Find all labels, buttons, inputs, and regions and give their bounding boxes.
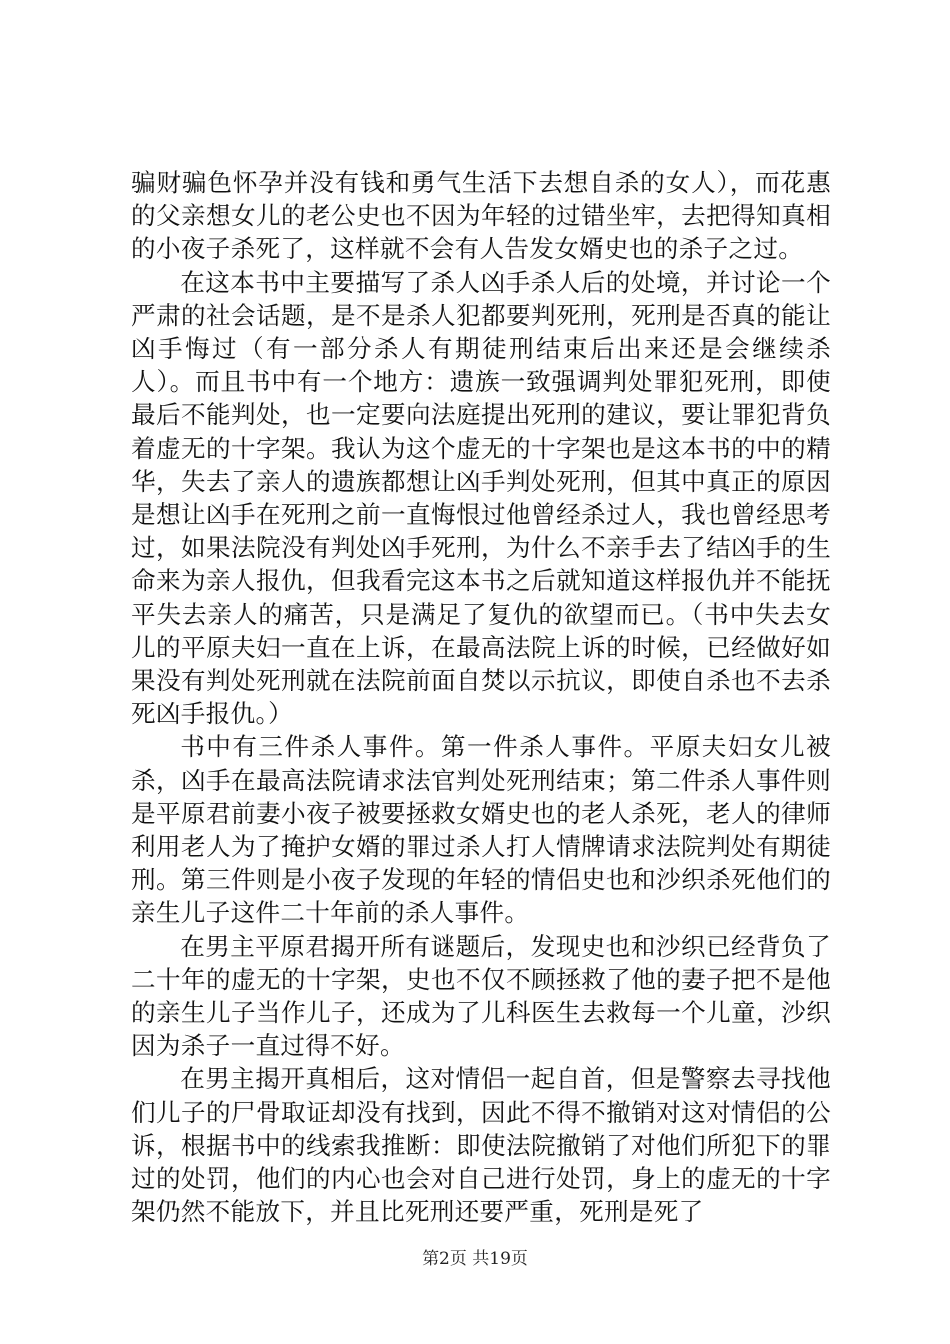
document-body	[131, 166, 831, 1229]
paragraph-continuation: 骗财骗色怀孕并没有钱和勇气生活下去想自杀的女人），而花惠的父亲想女儿的老公史也不因为年轻的过错坐牢，去把得知真相的小夜子杀死了，这样就不会有人告发女婿史也的杀子之过。	[131, 168, 831, 264]
paragraph: 书中有三件杀人事件。第一件杀人事件。平原夫妇女儿被杀，凶手在最高法院请求法官判处死刑结束；第二件杀人事件则是平原君前妻小夜子被要拯救女婿史也的老人杀死，老人的律师利用老人为了掩护女婿的罪过杀人打人情牌请求法院判处有期徒刑。第三件则是小夜子发现的年轻的情侣史也和沙织杀死他们的亲生儿子这件二十年前的杀人事件。	[131, 732, 831, 928]
paragraph: 在男主平原君揭开所有谜题后，发现史也和沙织已经背负了二十年的虚无的十字架，史也不仅不顾拯救了他的妻子把不是他的亲生儿子当作儿子，还成为了儿科医生去救每一个儿童，沙织因为杀子一直过得不好。	[131, 931, 831, 1061]
paragraph: 在这本书中主要描写了杀人凶手杀人后的处境，并讨论一个严肃的社会话题，是不是杀人犯都要判死刑，死刑是否真的能让凶手悔过（有一部分杀人有期徒刑结束后出来还是会继续杀人）。而且书中有一个地方：遗族一致强调判处罪犯死刑，即使最后不能判处，也一定要向法庭提出死刑的建议，要让罪犯背负着虚无的十字架。我认为这个虚无的十字架也是这本书的中的精华，失去了亲人的遗族都想让凶手判处死刑，但其中真正的原因是想让凶手在死刑之前一直悔恨过他曾经杀过人，我也曾经思考过，如果法院没有判处凶手死刑，为什么不亲手去了结凶手的生命来为亲人报仇，但我看完这本书之后就知道这样报仇并不能抚平失去亲人的痛苦，只是满足了复仇的欲望而已。（书中失去女儿的平原夫妇一直在上诉，在最高法院上诉的时候，已经做好如果没有判处死刑就在法院前面自焚以示抗议，即使自杀也不去杀死凶手报仇。）	[131, 267, 831, 729]
paragraph: 在男主揭开真相后，这对情侣一起自首，但是警察去寻找他们儿子的尸骨取证却没有找到，因此不得不撤销对这对情侣的公诉，根据书中的线索我推断：即使法院撤销了对他们所犯下的罪过的处罚，他们的内心也会对自己进行处罚，身上的虚无的十字架仍然不能放下，并且比死刑还要严重，死刑是死了	[131, 1064, 831, 1227]
page-number-footer: 第2页 共19页	[422, 1249, 528, 1269]
